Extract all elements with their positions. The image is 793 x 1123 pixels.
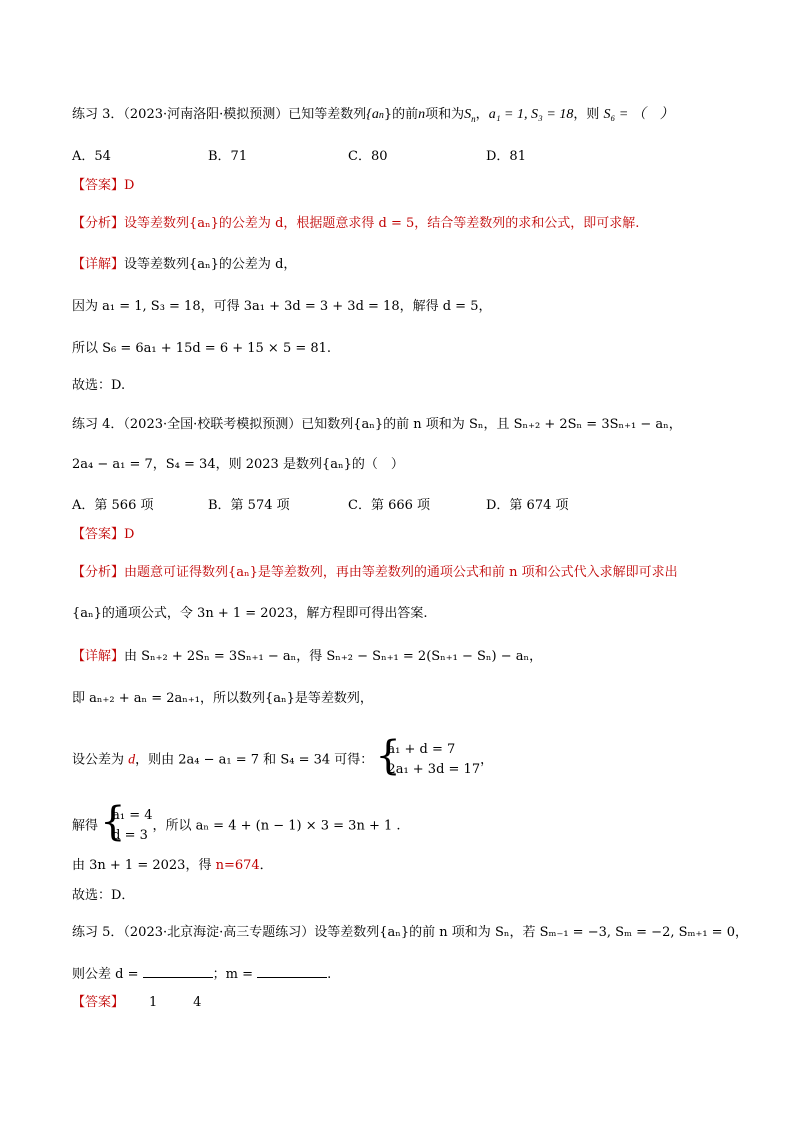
ex3-detail-3: 所以 S₆ = 6a₁ + 15d = 6 + 15 × 5 = 81. xyxy=(72,341,332,356)
ex3-option-a: A．54 xyxy=(72,149,111,164)
ex3-option-d: D．81 xyxy=(486,149,526,164)
ex4-stem-1: 练习 4．（2023·全国·校联考模拟预测）已知数列{aₙ}的前 n 项和为 Sₙ，且 Sₙ₊₂ + 2Sₙ = 3Sₙ₊₁ − aₙ， xyxy=(72,417,682,432)
ex3-stem: 练习 3．（2023·河南洛阳·模拟预测）已知等差数列{an}的前n项和为$S_n$，a₁ = 1, S₃ = 18，则 S₆ = （ ） xyxy=(72,107,674,124)
ex3-analysis: 【分析】设等差数列{aₙ}的公差为 d，根据题意求得 d = 5，结合等差数列的求和公式，即可求解. xyxy=(72,216,640,231)
equation-system-2: { a₁ = 4 d = 3 xyxy=(102,806,152,846)
ex4-option-a: A．第 566 项 xyxy=(72,498,154,513)
ex5-stem-1: 练习 5．（2023·北京海淀·高三专题练习）设等差数列{aₙ}的前 n 项和为 Sₙ，若 Sₘ₋₁ = −3, Sₘ = −2, Sₘ₊₁ = 0， xyxy=(72,925,748,940)
ex4-detail-5: 由 3n + 1 = 2023，得 n=674． xyxy=(72,858,273,873)
ex5-stem-2: 则公差 d = ；m = . xyxy=(72,963,331,984)
ex4-detail-4: 解得 { a₁ = 4 d = 3 ，所以 aₙ = 4 + (n − 1) × 3 = 3n + 1 . xyxy=(72,806,401,846)
ex4-option-d: D．第 674 项 xyxy=(486,498,569,513)
blank-d xyxy=(143,963,213,978)
ex4-choose: 故选：D． xyxy=(72,888,135,903)
ex4-detail-2: 即 aₙ₊₂ + aₙ = 2aₙ₊₁，所以数列{aₙ}是等差数列， xyxy=(72,691,373,706)
ex3-answer: 【答案】D xyxy=(72,178,135,193)
ex3-choose: 故选：D. xyxy=(72,378,126,393)
ex4-analysis-2: {aₙ}的通项公式，令 3n + 1 = 2023，解方程即可得出答案. xyxy=(72,606,428,621)
ex4-stem-2: 2a₄ − a₁ = 7，S₄ = 34，则 2023 是数列{aₙ}的（ ） xyxy=(72,457,404,472)
ex5-answer: 【答案】 1 4 xyxy=(72,995,202,1010)
ex4-detail-1: 【详解】由 Sₙ₊₂ + 2Sₙ = 3Sₙ₊₁ − aₙ，得 Sₙ₊₂ − Sₙ₊₁ = 2(Sₙ₊₁ − Sₙ) − aₙ， xyxy=(72,649,543,664)
ex4-option-b: B．第 574 项 xyxy=(208,498,290,513)
ex4-answer: 【答案】D xyxy=(72,527,135,542)
ex4-analysis-1: 【分析】由题意可证得数列{aₙ}是等差数列，再由等差数列的通项公式和前 n 项和公式代入求解即可求出 xyxy=(72,565,678,580)
ex3-option-b: B．71 xyxy=(208,149,248,164)
blank-m xyxy=(257,963,327,978)
ex4-detail-3: 设公差为 d，则由 2a₄ − a₁ = 7 和 S₄ = 34 可得： { a₁ + d = 7 2a₁ + 3d = 17 ， xyxy=(72,740,493,780)
ex3-option-c: C．80 xyxy=(348,149,388,164)
ex3-detail-1: 【详解】设等差数列{aₙ}的公差为 d， xyxy=(72,257,297,272)
equation-system-1: { a₁ + d = 7 2a₁ + 3d = 17 xyxy=(377,740,480,780)
ex4-option-c: C．第 666 项 xyxy=(348,498,431,513)
ex3-detail-2: 因为 a₁ = 1, S₃ = 18，可得 3a₁ + 3d = 3 + 3d = 18，解得 d = 5， xyxy=(72,299,492,314)
